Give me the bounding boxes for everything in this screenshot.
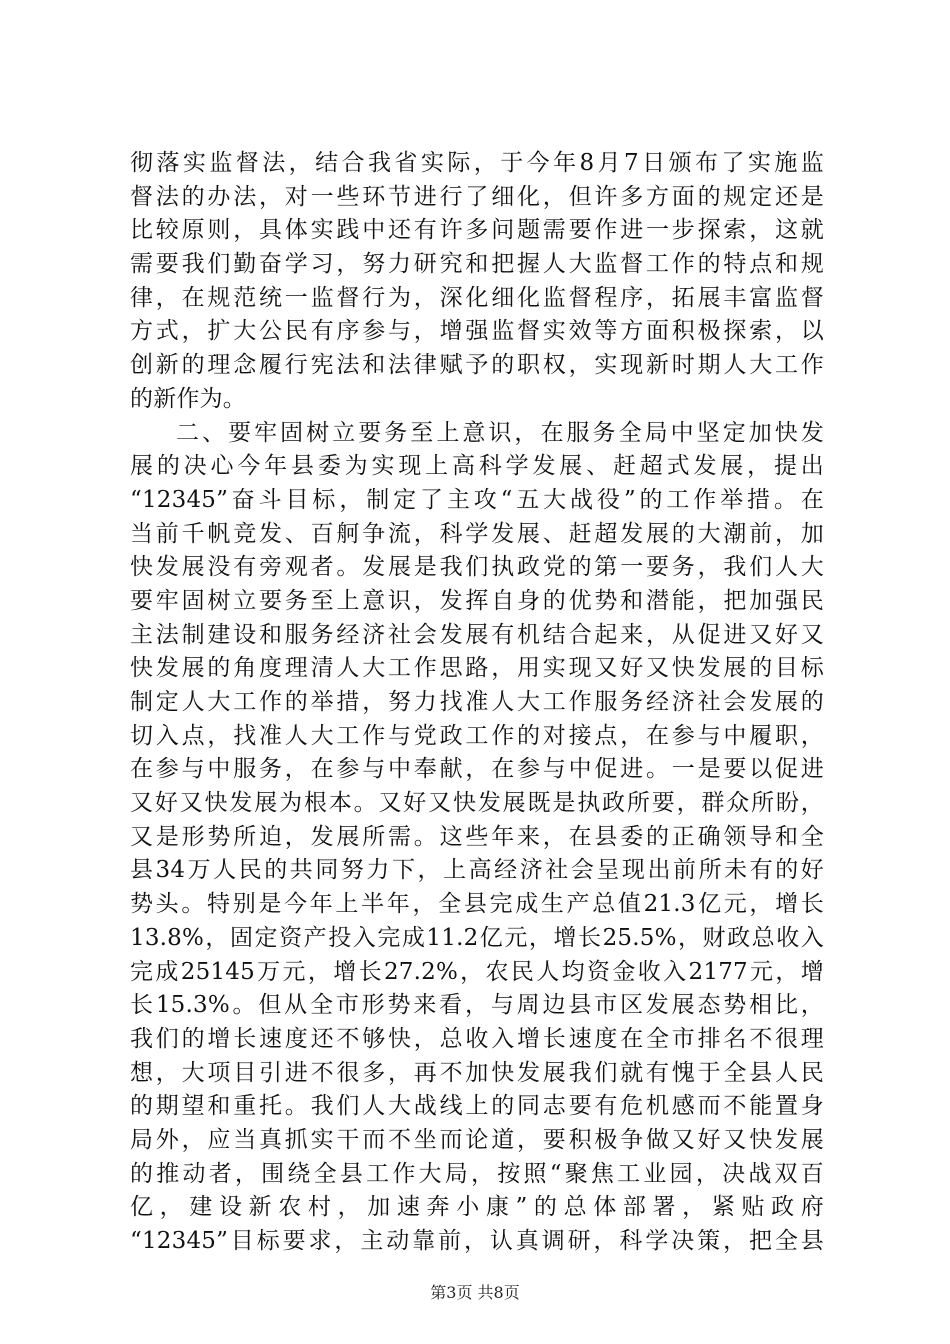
text-line: 彻落实监督法，结合我省实际，于今年8月7日颁布了实施监: [130, 150, 824, 176]
text-line: 主法制建设和服务经济社会发展有机结合起来，从促进又好又: [130, 621, 824, 648]
text-line: 县34万人民的共同努力下，上高经济社会呈现出前所未有的好: [130, 857, 824, 884]
text-line: 完成25145万元，增长27.2%，农民人均资金收入2177元，增: [130, 958, 824, 985]
text-line: 快发展的角度理清人大工作思路，用实现又好又快发展的目标: [130, 655, 824, 682]
text-line: 长15.3%。但从全市形势来看，与周边县市区发展态势相比，: [130, 992, 824, 1019]
text-line: 制定人大工作的举措，努力找准人大工作服务经济社会发展的: [130, 689, 824, 715]
text-line: 13.8%，固定资产投入完成11.2亿元，增长25.5%，财政总收入: [130, 924, 824, 951]
body-text: [130, 147, 824, 1259]
text-line: 要牢固树立要务至上意识，发挥自身的优势和潜能，把加强民: [130, 587, 824, 614]
text-line: 我们的增长速度还不够快，总收入增长速度在全市排名不很理: [130, 1025, 824, 1052]
text-line: 需要我们勤奋学习，努力研究和把握人大监督工作的特点和规: [130, 251, 824, 278]
text-line: 又好又快发展为根本。又好又快发展既是执政所要，群众所盼，: [130, 790, 824, 817]
text-line: 展的决心今年县委为实现上高科学发展、赶超式发展，提出: [130, 453, 824, 480]
text-line: 当前千帆竞发、百舸争流，科学发展、赶超发展的大潮前，加: [130, 520, 824, 547]
paragraph-first-line: 二、要牢固树立要务至上意识，在服务全局中坚定加快发: [176, 419, 824, 446]
text-line: 又是形势所迫，发展所需。这些年来，在县委的正确领导和全: [130, 823, 824, 850]
text-line: 想，大项目引进不很多，再不加快发展我们就有愧于全县人民: [130, 1059, 824, 1086]
text-line: 亿，建设新农村，加速奔小康”的总体部署，紧贴政府: [130, 1194, 824, 1221]
text-line: 律，在规范统一监督行为，深化细化监督程序，拓展丰富监督: [130, 284, 824, 311]
text-line: 在参与中服务，在参与中奉献，在参与中促进。一是要以促进: [130, 756, 824, 783]
text-line: “12345”目标要求，主动靠前，认真调研，科学决策，把全县: [130, 1228, 824, 1254]
text-line: 的期望和重托。我们人大战线上的同志要有危机感而不能置身: [130, 1093, 824, 1120]
text-line: 势头。特别是今年上半年，全县完成生产总值21.3亿元，增长: [130, 891, 824, 918]
text-line: 切入点，找准人大工作与党政工作的对接点，在参与中履职，: [130, 722, 824, 749]
text-line: 的新作为。: [130, 385, 246, 412]
text-line: 快发展没有旁观者。发展是我们执政党的第一要务，我们人大: [130, 554, 824, 581]
text-line: 局外，应当真抓实干而不坐而论道，要积极争做又好又快发展: [130, 1126, 824, 1153]
text-line: “12345”奋斗目标，制定了主攻“五大战役”的工作举措。在: [130, 486, 824, 513]
text-line: 比较原则，具体实践中还有许多问题需要作进一步探索，这就: [130, 217, 824, 244]
text-line: 的推动者，围绕全县工作大局，按照“聚焦工业园，决战双百: [130, 1160, 824, 1187]
text-line: 督法的办法，对一些环节进行了细化，但许多方面的规定还是: [130, 183, 824, 210]
text-line: 方式，扩大公民有序参与，增强监督实效等方面积极探索，以: [130, 318, 824, 345]
page-footer: 第3页 共8页: [430, 1283, 520, 1302]
text-line: 创新的理念履行宪法和法律赋予的职权，实现新时期人大工作: [130, 352, 824, 379]
